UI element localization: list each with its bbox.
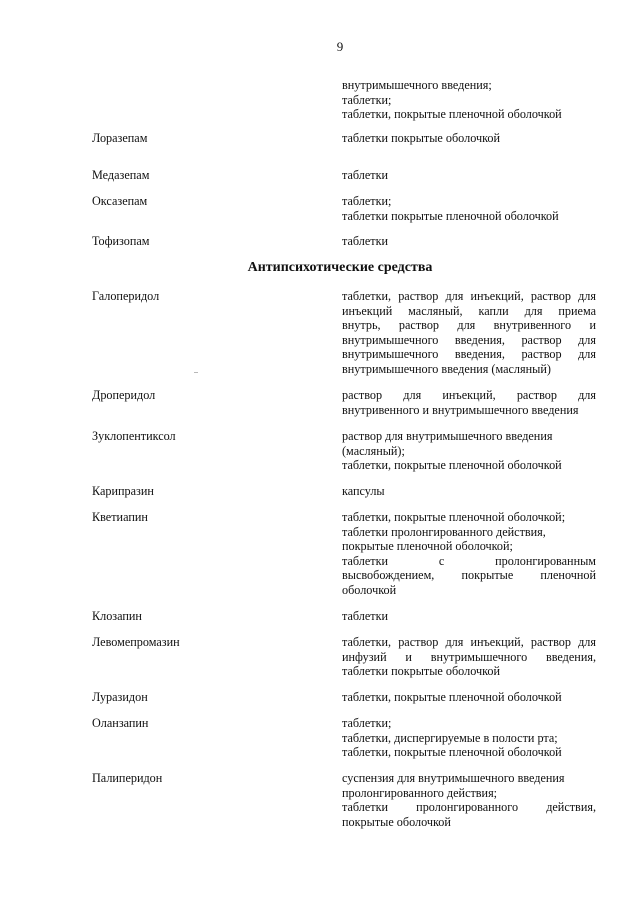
continuation-forms bbox=[342, 78, 596, 122]
form-line: таблетки, покрытые пленочной оболочкой bbox=[342, 107, 562, 122]
drug-name: Лоразепам bbox=[92, 131, 148, 145]
form-line: таблетки; bbox=[342, 716, 392, 730]
dosage-forms bbox=[342, 609, 596, 624]
form-line: раствор для внутримышечного введения bbox=[342, 429, 553, 443]
drug-name: Галоперидол bbox=[92, 289, 160, 303]
dosage-forms bbox=[342, 289, 596, 377]
form-line: таблетки покрытые пленочной оболочкой bbox=[342, 208, 559, 223]
dosage-forms bbox=[342, 690, 596, 705]
form-line: внутримышечного введения, раствор для bbox=[342, 347, 596, 362]
form-line: таблетки; bbox=[342, 194, 392, 208]
form-line: таблетки, раствор для инъекций, раствор для bbox=[342, 289, 596, 303]
form-line: (масляный); bbox=[342, 443, 405, 458]
dosage-forms bbox=[342, 168, 596, 183]
form-line: оболочкой bbox=[342, 582, 397, 597]
dosage-forms bbox=[342, 194, 596, 223]
form-line: высвобождением, покрытые пленочной bbox=[342, 568, 596, 583]
drug-name: Зуклопентиксол bbox=[92, 429, 176, 443]
dosage-forms bbox=[342, 131, 596, 146]
drug-name: Тофизопам bbox=[92, 234, 150, 248]
form-line: таблетки, покрытые пленочной оболочкой; bbox=[342, 510, 566, 524]
dosage-forms bbox=[342, 635, 596, 679]
form-line: таблетки bbox=[342, 168, 389, 182]
dosage-forms bbox=[342, 484, 596, 499]
dosage-forms bbox=[342, 716, 596, 760]
drug-name: Оланзапин bbox=[92, 716, 149, 730]
form-line: раствор для инъекций, раствор для bbox=[342, 388, 596, 402]
form-line: таблетки; bbox=[342, 92, 392, 107]
form-line: внутримышечного введения (масляный) bbox=[342, 361, 551, 376]
form-line: покрытые оболочкой bbox=[342, 814, 451, 829]
drug-name: Оксазепам bbox=[92, 194, 148, 208]
drug-name: Левомепромазин bbox=[92, 635, 180, 649]
form-line: таблетки, покрытые пленочной оболочкой bbox=[342, 690, 562, 704]
form-line: капсулы bbox=[342, 484, 385, 498]
form-line: таблетки, покрытые пленочной оболочкой bbox=[342, 458, 562, 473]
dosage-forms bbox=[342, 234, 596, 249]
scan-mark bbox=[194, 372, 198, 373]
form-line: внутримышечного введения, раствор для bbox=[342, 332, 596, 347]
form-line: внутривенного и внутримышечного введения bbox=[342, 402, 579, 417]
drug-name: Кветиапин bbox=[92, 510, 148, 524]
dosage-forms bbox=[342, 429, 596, 473]
form-line: таблетки пролонгированного действия, bbox=[342, 800, 596, 815]
dosage-forms bbox=[342, 510, 596, 598]
section-heading: Антипсихотические средства bbox=[247, 260, 433, 275]
form-line: таблетки покрытые оболочкой bbox=[342, 131, 501, 145]
drug-name: Луразидон bbox=[92, 690, 148, 704]
form-line: таблетки, раствор для инъекций, раствор для bbox=[342, 635, 596, 649]
form-line: таблетки, диспергируемые в полости рта; bbox=[342, 730, 558, 745]
form-line: таблетки, покрытые пленочной оболочкой bbox=[342, 745, 562, 760]
drug-name: Клозапин bbox=[92, 609, 142, 623]
drug-name: Дроперидол bbox=[92, 388, 156, 402]
drug-name: Карипразин bbox=[92, 484, 154, 498]
form-line: таблетки bbox=[342, 609, 389, 623]
form-line: суспензия для внутримышечного введения bbox=[342, 771, 565, 785]
form-line: таблетки покрытые оболочкой bbox=[342, 664, 501, 679]
form-line: внутрь, раствор для внутривенного и bbox=[342, 318, 596, 333]
form-line: пролонгированного действия; bbox=[342, 785, 498, 800]
form-line: внутримышечного введения; bbox=[342, 78, 492, 92]
drug-name: Медазепам bbox=[92, 168, 150, 182]
form-line: инъекций масляный, капли для приема bbox=[342, 303, 596, 318]
dosage-forms bbox=[342, 388, 596, 417]
form-line: покрытые пленочной оболочкой; bbox=[342, 539, 513, 554]
form-line: инфузий и внутримышечного введения, bbox=[342, 649, 596, 664]
page-number: 9 bbox=[336, 39, 344, 54]
form-line: таблетки bbox=[342, 234, 389, 248]
dosage-forms bbox=[342, 771, 596, 829]
form-line: таблетки пролонгированного действия, bbox=[342, 524, 546, 539]
form-line: таблетки с пролонгированным bbox=[342, 553, 596, 568]
drug-name: Палиперидон bbox=[92, 771, 163, 785]
